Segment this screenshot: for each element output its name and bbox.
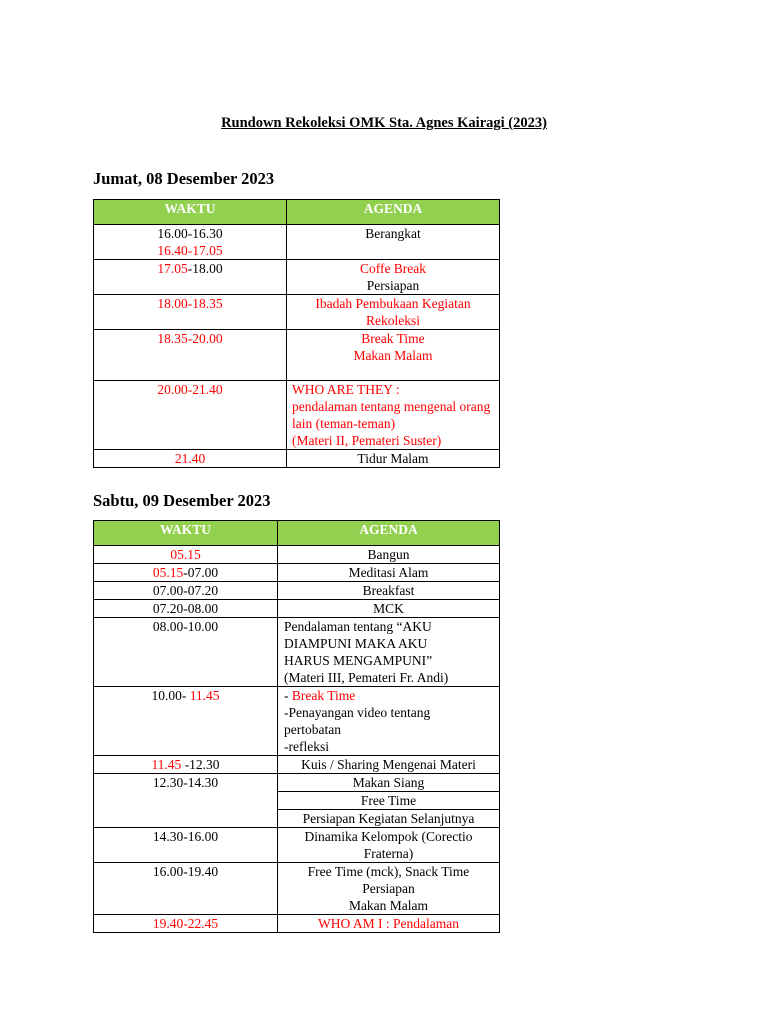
schedule-table-friday [93,199,500,468]
agenda-cell: Tidur Malam [287,450,500,468]
time-text: 11.45 [151,757,182,772]
agenda-text: pendalaman tentang mengenal orang lain (teman-teman) [292,399,491,431]
agenda-cell [287,330,500,381]
agenda-text: Coffe Break [359,261,427,276]
agenda-cell [287,381,500,450]
column-header-agenda: AGENDA [287,200,500,225]
agenda-cell: Berangkat [287,225,500,260]
table-row [94,295,500,330]
time-text: 16.00-16.30 [157,226,223,241]
time-text: 17.05 [157,261,188,276]
table-row [94,260,500,295]
agenda-text: Break Time [361,331,425,346]
time-cell: 07.20-08.00 [94,600,278,618]
agenda-text: WHO ARE THEY : [292,382,400,397]
time-text: 11.45 [189,688,220,703]
agenda-text: (Materi III, Pemateri Fr. Andi) [284,670,449,685]
time-cell [94,225,287,260]
time-cell: 16.00-19.40 [94,863,278,915]
time-cell [94,260,287,295]
time-cell: 18.00-18.35 [94,295,287,330]
agenda-cell [287,260,500,295]
time-text: 05.15 [152,565,184,580]
agenda-cell: WHO AM I : Pendalaman [278,915,500,933]
agenda-cell: Ibadah Pembukaan Kegiatan Rekoleksi [287,295,500,330]
table-header [94,521,500,546]
agenda-cell: Free Time [278,792,500,810]
agenda-text: Makan Malam [353,348,433,363]
time-cell: 05.15 [94,546,278,564]
table-row [94,450,500,468]
table-row [94,225,500,260]
schedule-table-saturday [93,520,500,933]
time-text: -18.00 [187,261,223,276]
agenda-text: Free Time (mck), Snack Time [307,864,470,879]
table-row [94,564,500,582]
time-text: -12.30 [181,757,220,772]
time-cell: 14.30-16.00 [94,828,278,863]
time-cell: 12.30-14.30 [94,774,278,828]
time-cell: 20.00-21.40 [94,381,287,450]
agenda-text: Persiapan [362,881,415,896]
agenda-text: -refleksi [284,739,329,754]
day-heading-saturday: Sabtu, 09 Desember 2023 [93,491,271,510]
agenda-cell: MCK [278,600,500,618]
agenda-cell: Kuis / Sharing Mengenai Materi [278,756,500,774]
agenda-cell [278,863,500,915]
table-row [94,600,500,618]
table-row [94,582,500,600]
agenda-text: Makan Malam [348,898,429,913]
agenda-text: - [284,688,292,703]
time-text: 10.00- [151,688,190,703]
time-cell: 21.40 [94,450,287,468]
agenda-text: Pendalaman tentang “AKU DIAMPUNI MAKA AKU HARUS MENGAMPUNI” [284,619,433,668]
table-row [94,828,500,863]
table-row [94,381,500,450]
agenda-cell [278,687,500,756]
document-title: Rundown Rekoleksi OMK Sta. Agnes Kairagi (2023) [221,115,547,131]
table-row [94,756,500,774]
time-text: -07.00 [183,565,219,580]
agenda-cell: Meditasi Alam [278,564,500,582]
table-row [94,687,500,756]
time-cell [94,687,278,756]
table-row [94,330,500,381]
agenda-cell [278,618,500,687]
time-cell [94,564,278,582]
agenda-text: Break Time [291,688,356,703]
column-header-agenda: AGENDA [278,521,500,546]
agenda-cell: Makan Siang [278,774,500,792]
table-row [94,546,500,564]
table-row [94,774,500,792]
agenda-cell: Breakfast [278,582,500,600]
agenda-cell: Persiapan Kegiatan Selanjutnya [278,810,500,828]
time-text: 16.40-17.05 [157,243,223,258]
table-row [94,618,500,687]
time-cell: 18.35-20.00 [94,330,287,381]
agenda-cell: Dinamika Kelompok (Corectio Fraterna) [278,828,500,863]
agenda-text: Persiapan [366,278,420,293]
agenda-cell: Bangun [278,546,500,564]
table-row [94,915,500,933]
day-heading-friday: Jumat, 08 Desember 2023 [93,169,275,188]
table-header [94,200,500,225]
time-cell [94,756,278,774]
column-header-time: WAKTU [94,521,278,546]
time-cell: 08.00-10.00 [94,618,278,687]
table-row [94,863,500,915]
agenda-text: (Materi II, Pemateri Suster) [292,433,442,448]
agenda-text: -Penayangan video tentang pertobatan [284,705,431,737]
time-cell: 19.40-22.45 [94,915,278,933]
column-header-time: WAKTU [94,200,287,225]
time-cell: 07.00-07.20 [94,582,278,600]
